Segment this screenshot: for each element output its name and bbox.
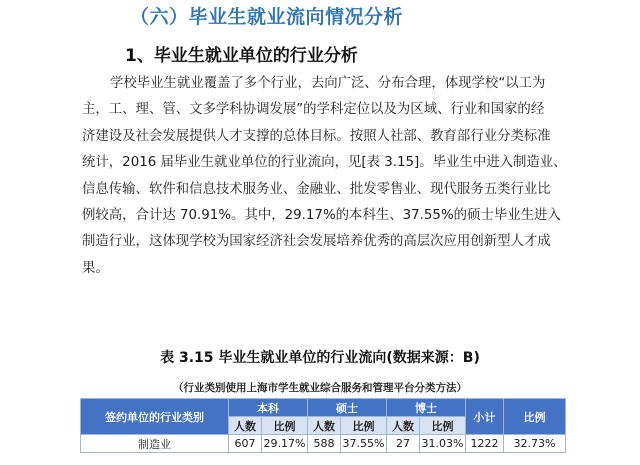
paragraph-line: 信息传输、软件和信息技术服务业、金融业、批发零售业、现代服务五类行业比 <box>82 181 551 197</box>
paragraph-line: 济建设及社会发展提供人才支撑的总体目标。按照人社部、教育部行业分类标准 <box>82 128 551 144</box>
table-header-row <box>81 399 566 417</box>
cell-master-count: 588 <box>308 435 341 453</box>
sub-title: 1、毕业生就业单位的行业分析 <box>125 46 358 66</box>
cell-phd-count: 27 <box>387 435 420 453</box>
industry-table <box>80 398 566 453</box>
subheader-count: 人数 <box>229 417 262 435</box>
header-phd: 博士 <box>387 399 466 417</box>
cell-category: 制造业 <box>81 435 229 453</box>
paragraph-line: 例较高，合计达 70.91%。其中，29.17%的本科生、37.55%的硕士毕业生进入 <box>82 208 561 224</box>
paragraph-line: 制造行业，这体现学校为国家经济社会发展培养优秀的高层次应用创新型人才成 <box>82 234 551 250</box>
subheader-ratio: 比例 <box>341 417 387 435</box>
header-undergrad: 本科 <box>229 399 308 417</box>
header-ratio: 比例 <box>504 399 566 435</box>
table-note: （行业类别使用上海市学生就业综合服务和管理平台分类方法） <box>173 382 467 394</box>
subheader-count: 人数 <box>308 417 341 435</box>
section-title: （六）毕业生就业流向情况分析 <box>130 6 404 28</box>
subheader-ratio: 比例 <box>420 417 466 435</box>
paragraph-line: 主，工、理、管、文多学科协调发展”的学科定位以及为区域、行业和国家的经 <box>82 102 545 118</box>
paragraph-line: 果。 <box>82 260 109 276</box>
header-subtotal: 小计 <box>466 399 504 435</box>
cell-subtotal: 1222 <box>466 435 504 453</box>
cell-phd-ratio: 31.03% <box>420 435 466 453</box>
header-master: 硕士 <box>308 399 387 417</box>
table-title: 表 3.15 毕业生就业单位的行业流向(数据来源：B) <box>160 350 480 366</box>
subheader-count: 人数 <box>387 417 420 435</box>
body-paragraph <box>82 71 570 282</box>
subheader-ratio: 比例 <box>262 417 308 435</box>
paragraph-line: 学校毕业生就业覆盖了多个行业，去向广泛、分布合理，体现学校“以工为 <box>110 76 546 91</box>
cell-master-ratio: 37.55% <box>341 435 387 453</box>
header-category: 签约单位的行业类别 <box>81 399 229 435</box>
cell-undergrad-ratio: 29.17% <box>262 435 308 453</box>
paragraph-line: 统计，2016 届毕业生就业单位的行业流向，见[表 3.15]。毕业生中进入制造业、 <box>82 155 567 171</box>
cell-ratio: 32.73% <box>504 435 566 453</box>
table-row <box>81 435 566 453</box>
cell-undergrad-count: 607 <box>229 435 262 453</box>
